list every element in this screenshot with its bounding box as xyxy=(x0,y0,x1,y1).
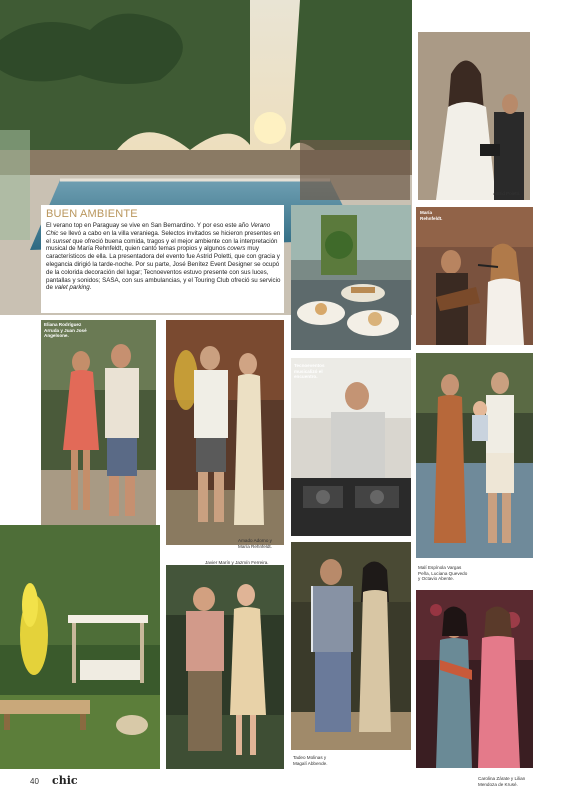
caption-eliana: Eliana Rodríguez Arruda y Juan José Angelsone. xyxy=(44,322,87,339)
caption-astrid: Astrid Poletti. xyxy=(493,191,521,196)
amado-maria-photo xyxy=(166,320,284,545)
article-body: El verano top en Paraguay se vive en San Bernardino. Y por eso este año Verano Chic se llevó a cabo en la villa veraniega. Selectos invitados se hicieron presentes en el sunset que ofreció buena comida, tragos y el mejor ambiente con la interpretación musical de María Rehnfeldt, quien cantó temas propios y algunos covers muy característicos de ella. La presentadora del evento fue Astrid Poletti, que con gracia y elegancia dirigió la tarde-noche. Por su parte, José Benítez Event Designer se ocupó de la colorida decoración del lugar; Tecnoeventos estuvo presente con sus luces, pantallas y sonidos; SASA, con sus ambulancias, y el Touring Club ofreció su servicio de valet parking. xyxy=(46,222,281,292)
eliana-juan-jose-photo xyxy=(41,320,156,545)
javier-jazmin-photo xyxy=(166,565,284,769)
caption-carolina: Carolina Zárate y Lilian Mendoza de Krusé. xyxy=(478,776,526,787)
page-number: 40 xyxy=(30,777,39,786)
garden-lounge-photo xyxy=(0,525,160,769)
article-title: BUEN AMBIENTE xyxy=(46,208,138,220)
caption-tecno: Tecnoeventos musicalizó el encuentro. xyxy=(294,363,325,380)
mali-luciana-octavio-photo xyxy=(416,353,533,558)
caption-amado: Amado Adorno y María Rehnfeldt. xyxy=(238,538,272,549)
food-platter-photo xyxy=(291,205,411,350)
astrid-poletti-photo xyxy=(418,32,530,200)
caption-maria: María Rehnfeldt. xyxy=(420,210,443,221)
tecnoeventos-dj-photo xyxy=(291,358,411,536)
maria-rehnfeldt-singing-photo xyxy=(416,207,533,345)
article-text-box xyxy=(41,205,284,313)
tadeo-magali-photo xyxy=(291,542,411,750)
footer-brand-logo: chic xyxy=(52,774,78,787)
carolina-lilian-photo xyxy=(416,590,533,768)
caption-tadeo: Tadeo Molinas y Magalí Abbende. xyxy=(293,755,328,766)
caption-mali: Malí Espínola Vargas Peña, Luciana Quevedo y Octavio Abente. xyxy=(418,565,468,582)
caption-javier: Javier Marín y Jazmín Ferreira. xyxy=(205,560,269,565)
